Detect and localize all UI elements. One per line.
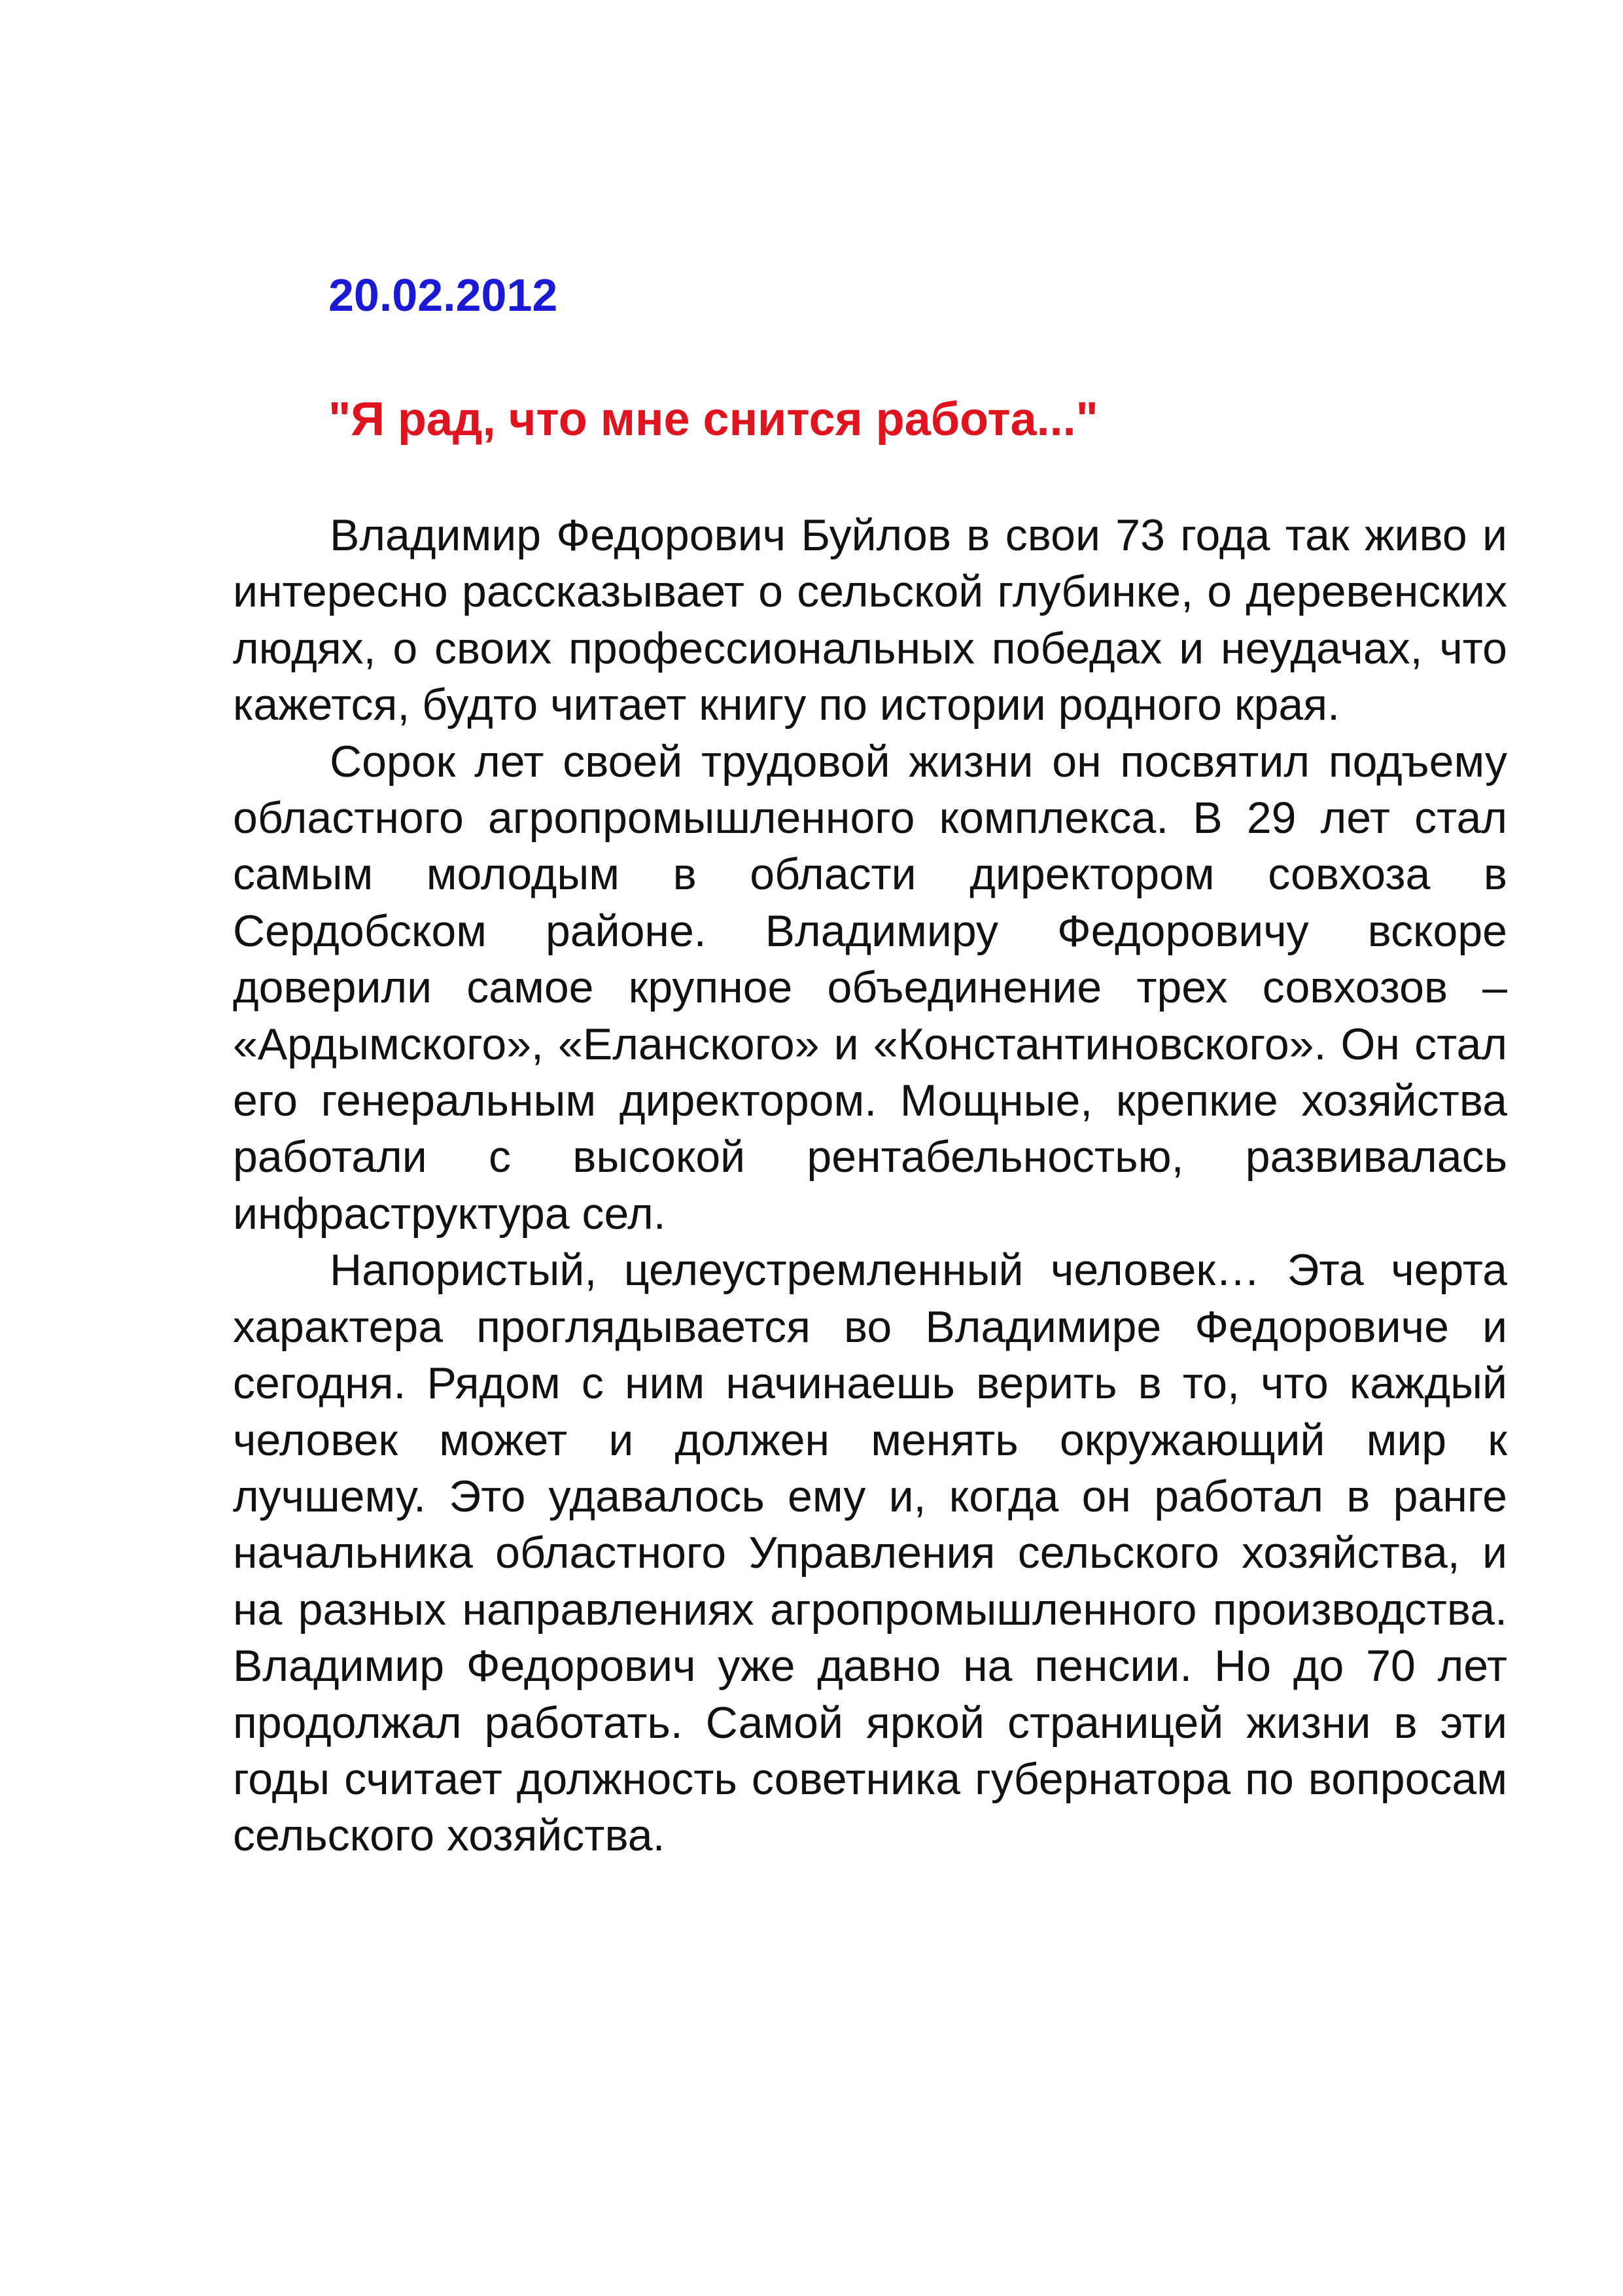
article-title: "Я рад, что мне снится работа..." — [328, 393, 1098, 446]
article-paragraph: Владимир Федорович Буйлов в свои 73 года так живо и интересно рассказывает о сельской глубинке, о деревенских людях, о своих профессиональных победах и неудачах, что кажется, будто читает книгу по истории родного края. — [233, 510, 1507, 730]
article-body — [233, 507, 1507, 1864]
article-date: 20.02.2012 — [328, 270, 558, 321]
article-paragraph: Напористый, целеустремленный человек… Эта черта характера проглядывается во Владимире Федоровиче и сегодня. Рядом с ним начинаешь верить в то, что каждый человек может и должен менять окружающий мир к лучшему. Это удавалось ему и, когда он работал в ранге начальника областного Управления сельского хозяйства, и на разных направлениях агропромышленного производства. Владимир Федорович уже давно на пенсии. Но до 70 лет продолжал работать. Самой яркой страницей жизни в эти годы считает должность советника губернатора по вопросам сельского хозяйства. — [233, 1245, 1507, 1861]
article-paragraph: Сорок лет своей трудовой жизни он посвятил подъему областного агропромышленного комплекса. В 29 лет стал самым молодым в области директором совхоза в Сердобском районе. Владимиру Федоровичу вскоре доверили самое крупное объединение трех совхозов – «Ардымского», «Еланского» и «Константиновского». Он стал его генеральным директором. Мощные, крепкие хозяйства работали с высокой рентабельностью, развивалась инфраструктура сел. — [233, 736, 1507, 1239]
